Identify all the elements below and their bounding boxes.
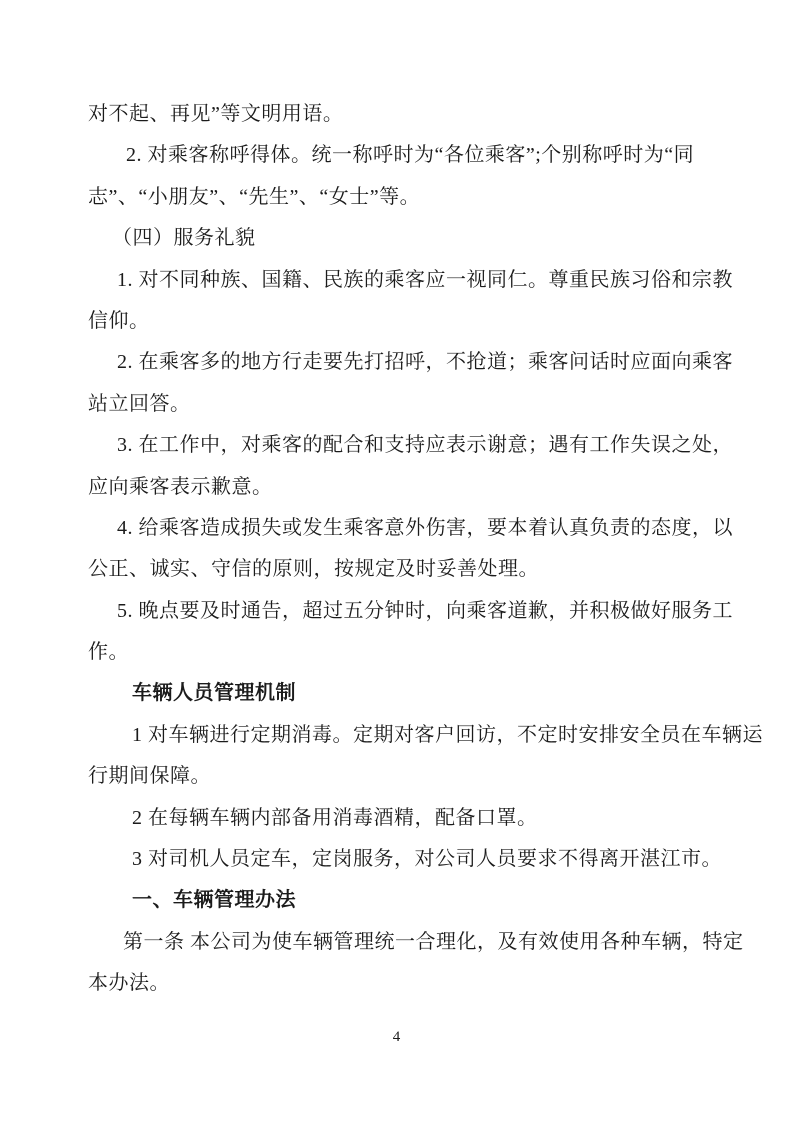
- page-body-text: [88, 94, 763, 1005]
- text-line: 3 对司机人员定车，定岗服务，对公司人员要求不得离开湛江市。: [132, 848, 722, 871]
- text-line: （四）服务礼貌: [112, 227, 256, 250]
- text-line: 作。: [88, 641, 129, 664]
- text-line: 1 对车辆进行定期消毒。定期对客户回访，不定时安排安全员在车辆运: [132, 723, 763, 746]
- paragraph-item-2-alcohol-masks: [88, 798, 728, 839]
- text-line: 行期间保障。: [88, 765, 211, 788]
- text-line: 3. 在工作中，对乘客的配合和支持应表示谢意；遇有工作失误之处，: [117, 434, 733, 457]
- paragraph-item-4-loss-handling: [88, 508, 733, 591]
- text-line: 2. 在乘客多的地方行走要先打招呼，不抢道；乘客问话时应面向乘客: [117, 351, 733, 374]
- text-line: 站立回答。: [88, 392, 191, 415]
- paragraph-item-1-equal-treatment: [88, 260, 733, 343]
- paragraph-item-2-greeting: [88, 342, 733, 425]
- section-heading-vehicle-management-measures: [88, 880, 728, 921]
- text-line: 2 在每辆车辆内部备用消毒酒精，配备口罩。: [132, 806, 538, 829]
- text-line: 信仰。: [88, 309, 150, 332]
- text-line: 第一条 本公司为使车辆管理统一合理化，及有效使用各种车辆，特定: [123, 930, 744, 953]
- section-heading-text: 车辆人员管理机制: [132, 682, 296, 705]
- text-line: 5. 晚点要及时通告，超过五分钟时，向乘客道歉，并积极做好服务工: [117, 599, 733, 622]
- section-heading-text: 一、车辆管理办法: [132, 889, 296, 912]
- text-line: 本办法。: [88, 972, 170, 995]
- section-heading-vehicle-personnel-management: [88, 673, 728, 714]
- text-line: 4. 给乘客造成损失或发生乘客意外伤害，要本着认真负责的态度，以: [117, 516, 733, 539]
- paragraph-article-1: [88, 922, 744, 1005]
- text-line: 公正、诚实、守信的原则，按规定及时妥善处理。: [88, 558, 539, 581]
- text-line: 对不起、再见”等文明用语。: [88, 103, 344, 125]
- paragraph-item-5-delay-notice: [88, 591, 733, 674]
- text-line: 应向乘客表示歉意。: [88, 475, 273, 498]
- subsection-heading-service-courtesy: [88, 218, 728, 259]
- text-line: 1. 对不同种族、国籍、民族的乘客应一视同仁。尊重民族习俗和宗教: [117, 268, 733, 291]
- paragraph-item-3-driver-assignment: [88, 839, 728, 880]
- paragraph-item-3-thanks-apology: [88, 425, 733, 508]
- paragraph-item-2-addressing: [88, 135, 728, 218]
- text-line: 志”、“小朋友”、“先生”、“女士”等。: [88, 185, 421, 208]
- paragraph-item-1-disinfection: [88, 715, 763, 798]
- paragraph-continuation: [88, 94, 728, 135]
- page-number: 4: [392, 1029, 401, 1045]
- text-line: 2. 对乘客称呼得体。统一称呼时为“各位乘客”;个别称呼时为“同: [126, 144, 695, 167]
